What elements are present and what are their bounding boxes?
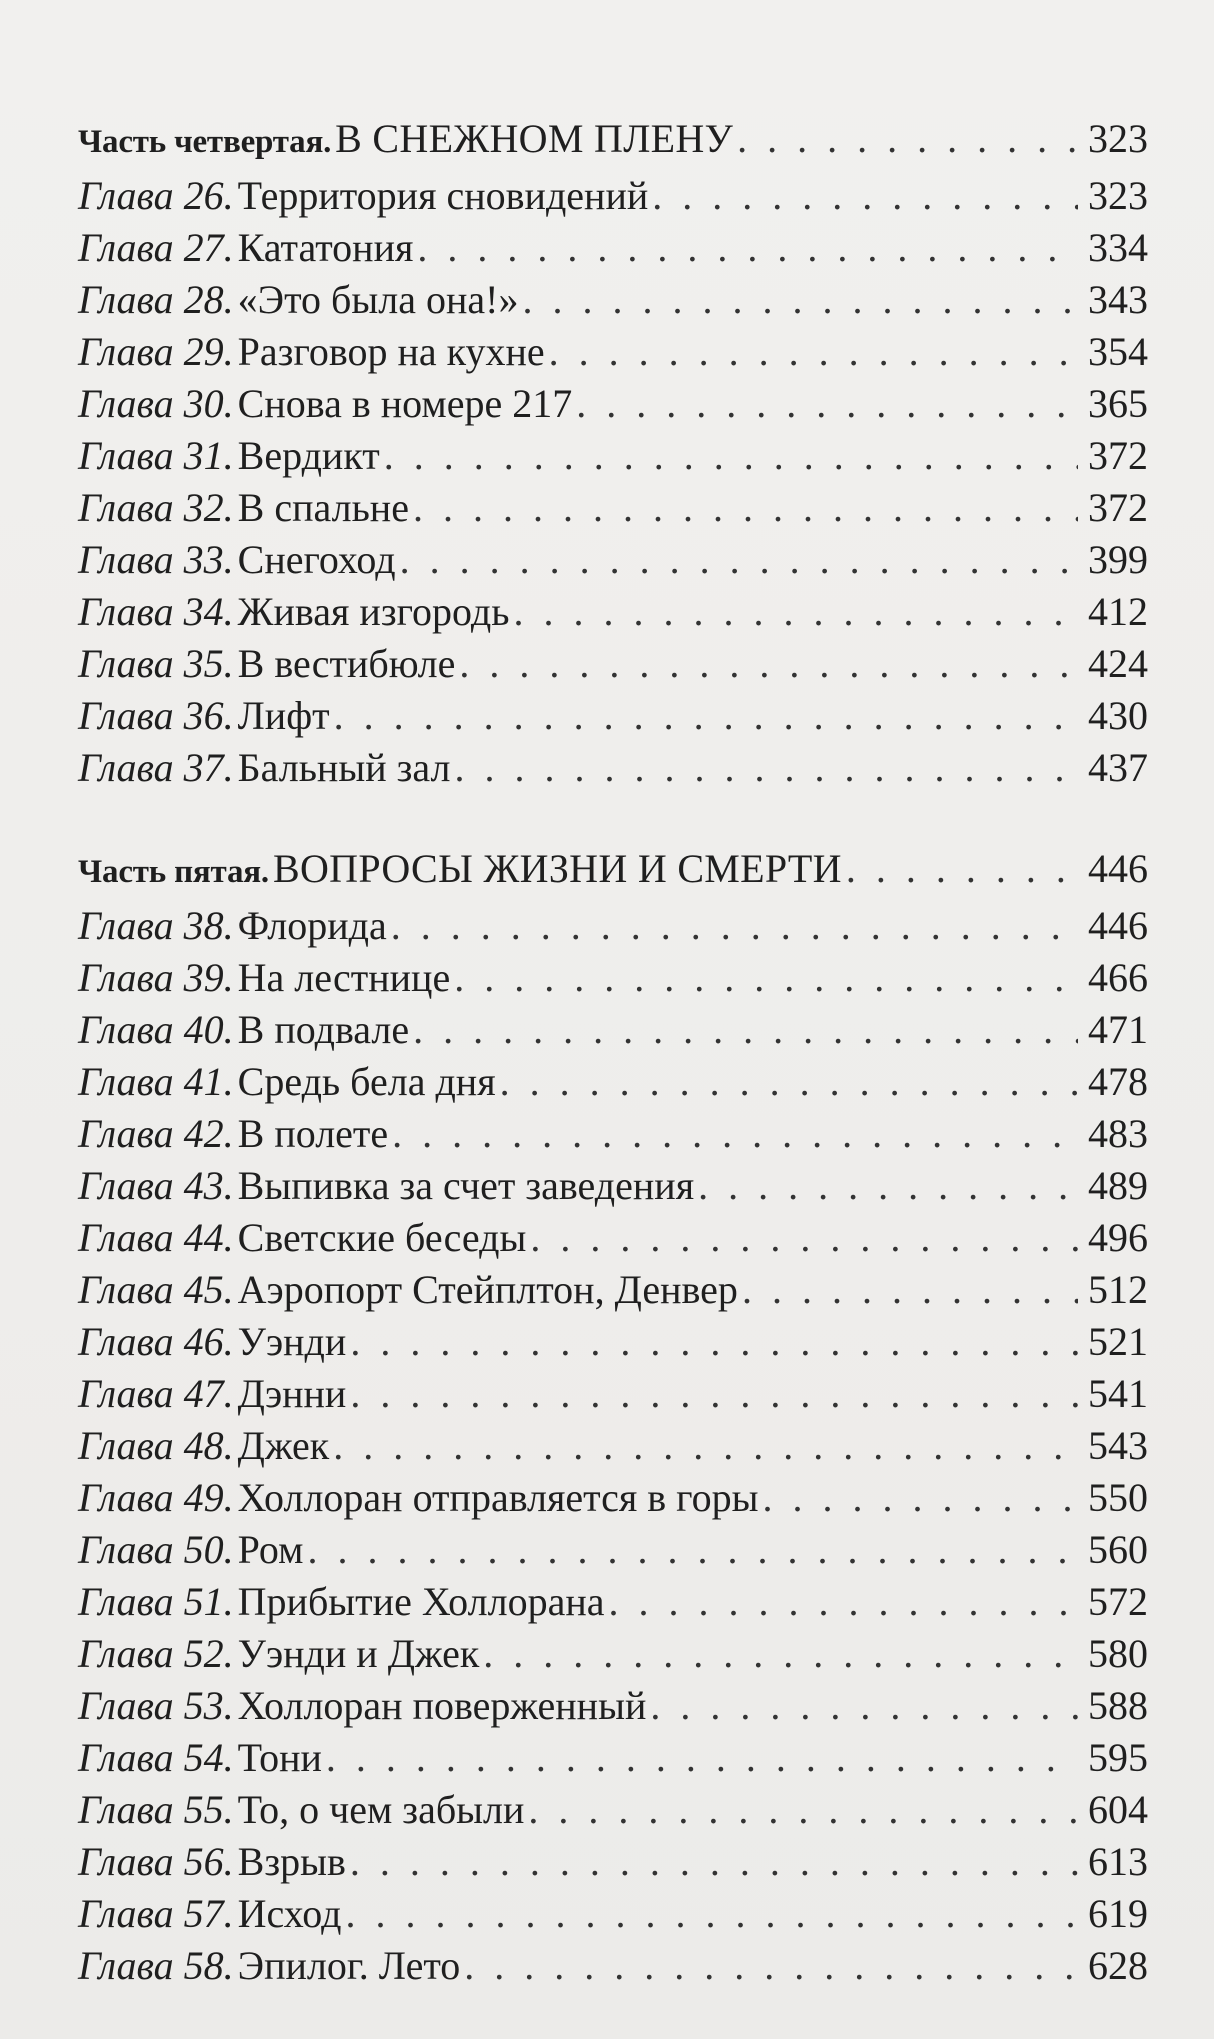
part-title: В СНЕЖНОМ ПЛЕНУ <box>335 116 734 161</box>
chapter-label: Глава 38. <box>78 903 234 948</box>
toc-chapter-entry <box>78 482 1148 534</box>
chapter-page-number: 471 <box>1088 1007 1148 1052</box>
dot-leader <box>341 1888 1078 1940</box>
chapter-label: Глава 45. <box>78 1267 234 1312</box>
chapter-list <box>78 170 1148 794</box>
part-label: Часть четвертая. <box>78 124 332 160</box>
dot-leader <box>388 1108 1078 1160</box>
toc-chapter-entry <box>78 1160 1148 1212</box>
chapter-label: Глава 35. <box>78 641 234 686</box>
chapter-page-number: 619 <box>1088 1891 1148 1936</box>
toc-part-section <box>78 838 1148 1992</box>
chapter-title: Тони <box>237 1735 322 1780</box>
chapter-label: Глава 37. <box>78 745 234 790</box>
toc-chapter-entry <box>78 638 1148 690</box>
dot-leader <box>413 222 1078 274</box>
toc-chapter-entry <box>78 326 1148 378</box>
toc-chapter-entry <box>78 1004 1148 1056</box>
dot-leader <box>387 900 1078 952</box>
dot-leader <box>346 1836 1078 1888</box>
dot-leader <box>758 1472 1078 1524</box>
chapter-label: Глава 42. <box>78 1111 234 1156</box>
toc-chapter-entry <box>78 1784 1148 1836</box>
dot-leader <box>380 430 1078 482</box>
chapter-page-number: 365 <box>1088 381 1148 426</box>
chapter-label: Глава 57. <box>78 1891 234 1936</box>
chapter-title: Исход <box>237 1891 342 1936</box>
chapter-label: Глава 27. <box>78 225 234 270</box>
chapter-page-number: 572 <box>1088 1579 1148 1624</box>
chapter-page-number: 521 <box>1088 1319 1148 1364</box>
toc-part-heading <box>78 838 1148 900</box>
toc-chapter-entry <box>78 430 1148 482</box>
dot-leader <box>526 1212 1078 1264</box>
toc-chapter-entry <box>78 1368 1148 1420</box>
chapter-page-number: 446 <box>1088 903 1148 948</box>
chapter-label: Глава 29. <box>78 329 234 374</box>
chapter-title: Лифт <box>237 693 330 738</box>
chapter-page-number: 580 <box>1088 1631 1148 1676</box>
dot-leader <box>842 838 1078 900</box>
toc-chapter-entry <box>78 1732 1148 1784</box>
chapter-label: Глава 26. <box>78 173 234 218</box>
dot-leader <box>450 952 1078 1004</box>
chapter-title: Бальный зал <box>237 745 451 790</box>
chapter-page-number: 478 <box>1088 1059 1148 1104</box>
chapter-page-number: 323 <box>1088 173 1148 218</box>
chapter-label: Глава 47. <box>78 1371 234 1416</box>
dot-leader <box>460 1940 1078 1992</box>
chapter-title: Джек <box>237 1423 330 1468</box>
chapter-title: «Это была она!» <box>237 277 519 322</box>
dot-leader <box>509 586 1078 638</box>
toc-chapter-entry <box>78 586 1148 638</box>
chapter-page-number: 412 <box>1088 589 1148 634</box>
dot-leader <box>733 108 1078 170</box>
chapter-label: Глава 56. <box>78 1839 234 1884</box>
dot-leader <box>646 1680 1078 1732</box>
part-page-number: 323 <box>1088 116 1148 161</box>
chapter-page-number: 628 <box>1088 1943 1148 1988</box>
chapter-label: Глава 53. <box>78 1683 234 1728</box>
chapter-label: Глава 32. <box>78 485 234 530</box>
dot-leader <box>409 1004 1078 1056</box>
chapter-title: Холлоран поверженный <box>237 1683 647 1728</box>
toc-chapter-entry <box>78 1420 1148 1472</box>
chapter-title: В подвале <box>237 1007 410 1052</box>
chapter-page-number: 550 <box>1088 1475 1148 1520</box>
dot-leader <box>346 1316 1078 1368</box>
chapter-page-number: 430 <box>1088 693 1148 738</box>
chapter-label: Глава 30. <box>78 381 234 426</box>
toc-chapter-entry <box>78 1264 1148 1316</box>
dot-leader <box>738 1264 1078 1316</box>
toc-chapter-entry <box>78 1056 1148 1108</box>
chapter-title: Холлоран отправляется в горы <box>237 1475 759 1520</box>
dot-leader <box>329 1420 1078 1472</box>
chapter-label: Глава 54. <box>78 1735 234 1780</box>
chapter-page-number: 496 <box>1088 1215 1148 1260</box>
dot-leader <box>455 638 1078 690</box>
chapter-page-number: 604 <box>1088 1787 1148 1832</box>
chapter-page-number: 588 <box>1088 1683 1148 1728</box>
toc-chapter-entry <box>78 378 1148 430</box>
chapter-title: Дэнни <box>237 1371 347 1416</box>
chapter-page-number: 613 <box>1088 1839 1148 1884</box>
toc-chapter-entry <box>78 900 1148 952</box>
part-label: Часть пятая. <box>78 854 269 890</box>
toc-chapter-entry <box>78 1576 1148 1628</box>
toc-chapter-entry <box>78 952 1148 1004</box>
toc-chapter-entry <box>78 170 1148 222</box>
toc-part-section <box>78 108 1148 794</box>
chapter-page-number: 354 <box>1088 329 1148 374</box>
chapter-label: Глава 34. <box>78 589 234 634</box>
chapter-title: Кататония <box>237 225 414 270</box>
dot-leader <box>648 170 1078 222</box>
toc-chapter-entry <box>78 1472 1148 1524</box>
chapter-page-number: 489 <box>1088 1163 1148 1208</box>
chapter-label: Глава 48. <box>78 1423 234 1468</box>
toc-chapter-entry <box>78 1524 1148 1576</box>
toc-chapter-entry <box>78 1628 1148 1680</box>
chapter-title: Живая изгородь <box>237 589 510 634</box>
chapter-title: В спальне <box>237 485 409 530</box>
chapter-title: Вердикт <box>237 433 380 478</box>
chapter-title: Флорида <box>237 903 387 948</box>
chapter-label: Глава 43. <box>78 1163 234 1208</box>
chapter-label: Глава 39. <box>78 955 234 1000</box>
chapter-title: Уэнди <box>237 1319 347 1364</box>
toc-chapter-entry <box>78 742 1148 794</box>
dot-leader <box>694 1160 1078 1212</box>
dot-leader <box>518 274 1078 326</box>
chapter-title: Территория сновидений <box>237 173 649 218</box>
chapter-label: Глава 31. <box>78 433 234 478</box>
chapter-label: Глава 28. <box>78 277 234 322</box>
chapter-page-number: 483 <box>1088 1111 1148 1156</box>
chapter-title: Снегоход <box>237 537 396 582</box>
chapter-page-number: 343 <box>1088 277 1148 322</box>
dot-leader <box>496 1056 1078 1108</box>
chapter-page-number: 399 <box>1088 537 1148 582</box>
toc-chapter-entry <box>78 1836 1148 1888</box>
chapter-label: Глава 44. <box>78 1215 234 1260</box>
dot-leader <box>322 1732 1078 1784</box>
part-page-number: 446 <box>1088 846 1148 891</box>
chapter-page-number: 466 <box>1088 955 1148 1000</box>
dot-leader <box>346 1368 1078 1420</box>
dot-leader <box>479 1628 1078 1680</box>
dot-leader <box>545 326 1078 378</box>
dot-leader <box>451 742 1079 794</box>
chapter-title: В вестибюле <box>237 641 456 686</box>
toc-chapter-entry <box>78 1888 1148 1940</box>
chapter-title: Светские беседы <box>237 1215 527 1260</box>
chapter-title: Прибытие Холлорана <box>237 1579 605 1624</box>
chapter-list <box>78 900 1148 1992</box>
toc-chapter-entry <box>78 534 1148 586</box>
dot-leader <box>303 1524 1078 1576</box>
chapter-label: Глава 40. <box>78 1007 234 1052</box>
chapter-label: Глава 36. <box>78 693 234 738</box>
toc-chapter-entry <box>78 222 1148 274</box>
dot-leader <box>409 482 1078 534</box>
dot-leader <box>572 378 1078 430</box>
chapter-title: Разговор на кухне <box>237 329 545 374</box>
chapter-title: Выпивка за счет заведения <box>237 1163 695 1208</box>
toc-chapter-entry <box>78 1212 1148 1264</box>
chapter-title: Ром <box>237 1527 304 1572</box>
chapter-label: Глава 50. <box>78 1527 234 1572</box>
chapter-page-number: 512 <box>1088 1267 1148 1312</box>
toc-chapter-entry <box>78 1940 1148 1992</box>
chapter-label: Глава 58. <box>78 1943 234 1988</box>
chapter-page-number: 372 <box>1088 485 1148 530</box>
toc-chapter-entry <box>78 1108 1148 1160</box>
chapter-page-number: 560 <box>1088 1527 1148 1572</box>
chapter-page-number: 543 <box>1088 1423 1148 1468</box>
toc-chapter-entry <box>78 690 1148 742</box>
chapter-label: Глава 51. <box>78 1579 234 1624</box>
chapter-label: Глава 55. <box>78 1787 234 1832</box>
toc-chapter-entry <box>78 274 1148 326</box>
chapter-title: Взрыв <box>237 1839 346 1884</box>
dot-leader <box>330 690 1078 742</box>
chapter-title: Средь бела дня <box>237 1059 496 1104</box>
chapter-label: Глава 49. <box>78 1475 234 1520</box>
chapter-label: Глава 41. <box>78 1059 234 1104</box>
dot-leader <box>524 1784 1078 1836</box>
chapter-page-number: 424 <box>1088 641 1148 686</box>
table-of-contents <box>78 108 1148 1992</box>
chapter-title: Снова в номере 217 <box>237 381 573 426</box>
chapter-label: Глава 33. <box>78 537 234 582</box>
chapter-page-number: 595 <box>1088 1735 1148 1780</box>
dot-leader <box>396 534 1078 586</box>
part-title: ВОПРОСЫ ЖИЗНИ И СМЕРТИ <box>272 846 842 891</box>
chapter-title: То, о чем забыли <box>237 1787 525 1832</box>
chapter-title: На лестнице <box>237 955 451 1000</box>
chapter-title: Эпилог. Лето <box>237 1943 461 1988</box>
chapter-page-number: 437 <box>1088 745 1148 790</box>
chapter-label: Глава 52. <box>78 1631 234 1676</box>
chapter-title: В полете <box>237 1111 389 1156</box>
dot-leader <box>605 1576 1079 1628</box>
toc-chapter-entry <box>78 1680 1148 1732</box>
chapter-page-number: 372 <box>1088 433 1148 478</box>
chapter-label: Глава 46. <box>78 1319 234 1364</box>
chapter-title: Аэропорт Стейплтон, Денвер <box>237 1267 738 1312</box>
chapter-page-number: 541 <box>1088 1371 1148 1416</box>
toc-chapter-entry <box>78 1316 1148 1368</box>
toc-part-heading <box>78 108 1148 170</box>
chapter-title: Уэнди и Джек <box>237 1631 480 1676</box>
chapter-page-number: 334 <box>1088 225 1148 270</box>
